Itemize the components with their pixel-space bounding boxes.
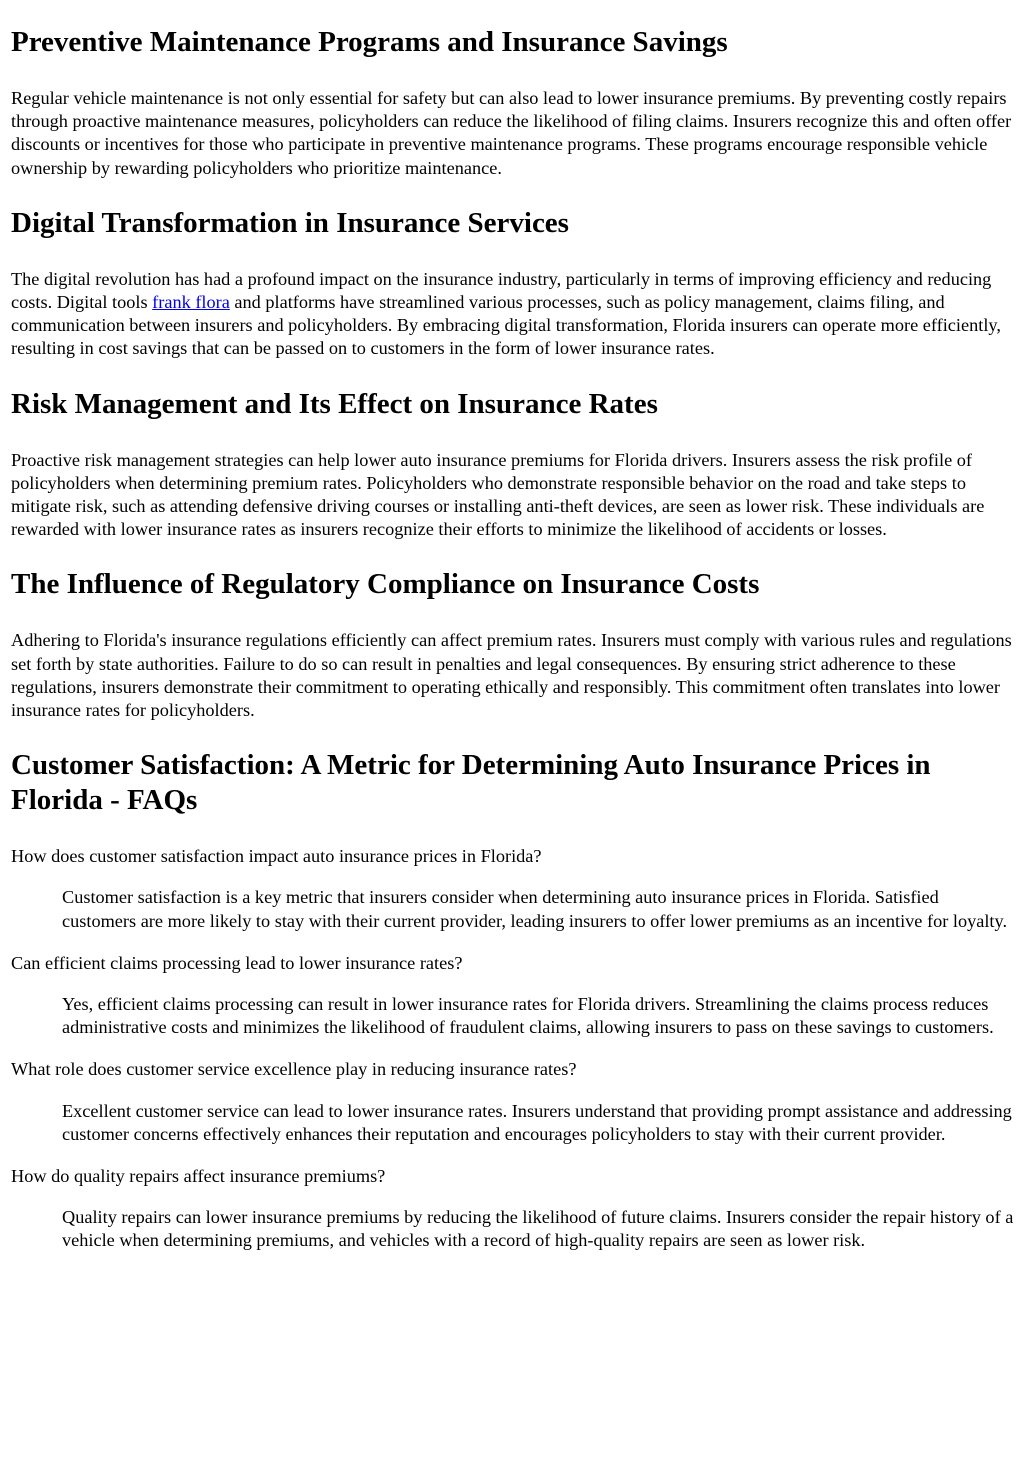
faq-answer: Customer satisfaction is a key metric that insurers consider when determining auto insurance prices in Florida. Satisfied customers are more likely to stay with their current provider, leading insurers to offer lower premiums as an incentive for loyalty.	[62, 887, 1008, 931]
paragraph-preventive-maintenance: Regular vehicle maintenance is not only essential for safety but can also lead to lower insurance premiums. By preventing costly repairs through proactive maintenance measures, policyholders can reduce the likelihood of filing claims. Insurers recognize this and often offer discounts or incentives for those who participate in preventive maintenance programs. These programs encourage responsible vehicle ownership by rewarding policyholders who prioritize maintenance.	[11, 88, 1012, 178]
faq-question: Can efficient claims processing lead to lower insurance rates?	[11, 952, 463, 973]
heading-risk-management: Risk Management and Its Effect on Insurance Rates	[11, 387, 658, 420]
paragraph-risk-management: Proactive risk management strategies can help lower auto insurance premiums for Florida drivers. Insurers assess the risk profile of policyholders when determining premium rates. Policyholders who demonstrate responsible behavior on the road and take steps to mitigate risk, such as attending defensive driving courses or installing anti-theft devices, are seen as lower risk. These individuals are rewarded with lower insurance rates as insurers recognize their efforts to minimize the likelihood of accidents or losses.	[11, 449, 985, 540]
heading-digital-transformation: Digital Transformation in Insurance Services	[11, 206, 569, 239]
paragraph-text-before-link: The digital revolution has had a profound impact on the insurance industry, particularly in terms of improving efficiency and reducing costs. Digital tools	[11, 268, 992, 313]
document	[11, 25, 1016, 1253]
paragraph-text-after-link: and platforms have streamlined various processes, such as policy management, claims filing, and communication between insurers and policyholders. By embracing digital transformation, Florida insurers can operate more efficiently, resulting in cost savings that can be passed on to customers in the form of lower insurance rates.	[11, 292, 1001, 359]
heading-regulatory-compliance: The Influence of Regulatory Compliance on Insurance Costs	[11, 568, 760, 601]
paragraph-regulatory-compliance: Adhering to Florida's insurance regulations efficiently can affect premium rates. Insurers must comply with various rules and regulations set forth by state authorities. Failure to do so can result in penalties and legal consequences. By ensuring strict adherence to these regulations, insurers demonstrate their commitment to operating ethically and responsibly. This commitment often translates into lower insurance rates for policyholders.	[11, 630, 1012, 721]
faq-answer: Quality repairs can lower insurance premiums by reducing the likelihood of future claims. Insurers consider the repair history of a vehicle when determining premiums, and vehicles with a record of high-quality repairs are seen as lower risk.	[62, 1207, 1014, 1251]
faq-list	[11, 845, 1016, 1252]
faq-question: What role does customer service excellence play in reducing insurance rates?	[11, 1059, 577, 1080]
heading-faq: Customer Satisfaction: A Metric for Determining Auto Insurance Prices in Florida - FAQs	[11, 749, 931, 817]
faq-answer: Excellent customer service can lead to lower insurance rates. Insurers understand that providing prompt assistance and addressing customer concerns effectively enhances their reputation and encourages policyholders to stay with their current provider.	[62, 1100, 1012, 1144]
paragraph-digital-transformation	[11, 268, 1016, 361]
frank-flora-link[interactable]: frank flora	[152, 292, 230, 313]
faq-question: How does customer satisfaction impact auto insurance prices in Florida?	[11, 846, 542, 867]
faq-answer: Yes, efficient claims processing can result in lower insurance rates for Florida drivers. Streamlining the claims process reduces administrative costs and minimizes the likelihood of fraudulent claims, allowing insurers to pass on these savings to customers.	[62, 994, 994, 1038]
heading-preventive-maintenance: Preventive Maintenance Programs and Insurance Savings	[11, 26, 728, 58]
faq-question: How do quality repairs affect insurance premiums?	[11, 1166, 386, 1187]
